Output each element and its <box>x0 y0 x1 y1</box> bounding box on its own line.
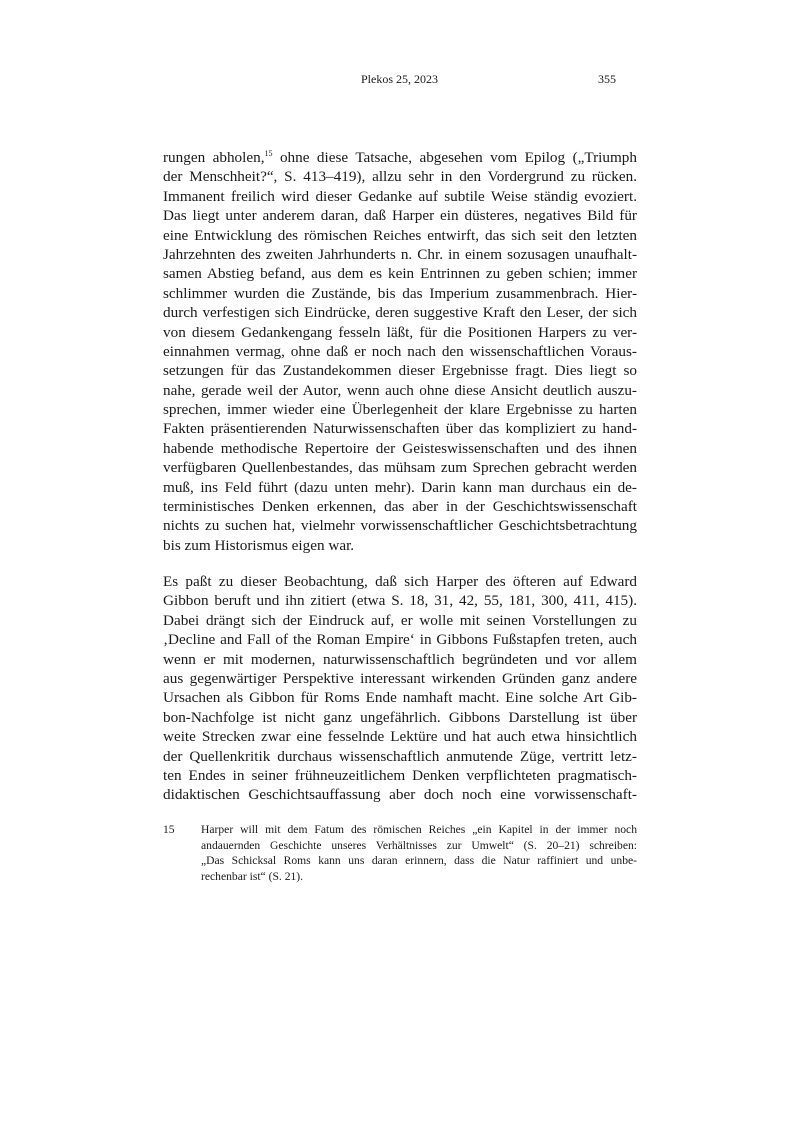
text-line <box>163 611 637 630</box>
line-text: Fakten präsentierenden Naturwissenschaften über das kompliziert zu hand- <box>163 420 637 438</box>
text-line <box>163 669 637 688</box>
text-line <box>163 458 637 477</box>
text-line <box>163 148 637 167</box>
text-line <box>163 342 637 361</box>
line-text: rungen abholen, <box>163 149 265 166</box>
text-line <box>163 206 637 225</box>
line-text: verfügbaren Quellenbestandes, das mühsam zum Sprechen gebracht werden <box>163 459 637 477</box>
line-text: ‚Decline and Fall of the Roman Empire‘ in Gibbons Fußstapfen treten, auch <box>163 631 637 649</box>
line-text: von diesem Gedankengang fesseln läßt, für die Positionen Harpers zu ver- <box>163 323 637 341</box>
text-line <box>163 187 637 206</box>
line-text: muß, ins Feld führt (dazu unten mehr). Darin kann man durchaus ein de- <box>163 478 637 496</box>
line-text: weite Strecken zwar eine fesselnde Lektüre und hat auch etwa hinsichtlich <box>163 728 637 746</box>
text-line <box>163 536 637 555</box>
line-text: der Quellenkritik durchaus wissenschaftlich anmutende Züge, vertritt letz- <box>163 747 637 765</box>
line-text: Ursachen als Gibbon für Roms Ende namhaft macht. Eine solche Art Gib- <box>163 689 637 707</box>
body-paragraph-1 <box>163 148 637 555</box>
line-text: einnahmen vermag, ohne daß er noch nach den wissenschaftlichen Voraus- <box>163 342 637 360</box>
text-line <box>163 264 637 283</box>
line-text: Immanent freilich wird dieser Gedanke auf subtile Weise ständig evoziert. <box>163 187 637 205</box>
line-text: eine Entwicklung des römischen Reiches entwirft, das sich seit den letzten <box>163 226 637 244</box>
text-line <box>163 630 637 649</box>
text-line <box>163 572 637 591</box>
text-line <box>163 303 637 322</box>
line-text: bis zum Historismus eigen war. <box>163 536 355 554</box>
text-line <box>163 727 637 746</box>
text-line <box>163 478 637 497</box>
footnote-reference[interactable]: 15 <box>264 149 273 158</box>
footnote-line: Harper will mit dem Fatum des römischen Reiches „ein Kapitel in der immer noch <box>201 823 637 836</box>
line-text: setzungen für das Zustandekommen dieser Ergebnisse fragt. Dies liegt so <box>163 362 637 380</box>
text-line <box>163 591 637 610</box>
text-line <box>163 439 637 458</box>
text-line <box>163 284 637 303</box>
text-line <box>163 419 637 438</box>
text-line <box>163 708 637 727</box>
page-number: 355 <box>598 72 616 86</box>
line-text: schlimmer wurden die Zustände, bis das Imperium zusammenbrach. Hier- <box>163 284 637 302</box>
text-line <box>163 766 637 785</box>
line-text: Das liegt unter anderem daran, daß Harper ein düsteres, negatives Bild für <box>163 207 637 225</box>
text-line <box>163 516 637 535</box>
text-line <box>163 245 637 264</box>
line-text: samen Abstieg befand, aus dem es kein Entrinnen zu geben schien; immer <box>163 265 637 283</box>
line-text: ohne diese Tatsache, abgesehen vom Epilog („Triumph <box>272 149 637 166</box>
line-text: Es paßt zu dieser Beobachtung, daß sich Harper des öfteren auf Edward <box>163 573 637 590</box>
line-text: der Menschheit?“, S. 413–419), allzu sehr in den Vordergrund zu rücken. <box>163 168 637 186</box>
text-line <box>163 747 637 766</box>
text-line <box>163 381 637 400</box>
line-text: durch verfestigen sich Eindrücke, deren suggestive Kraft den Leser, der sich <box>163 304 637 322</box>
text-line <box>163 785 637 804</box>
body-paragraph-2 <box>163 572 637 805</box>
line-text: sprechen, immer wieder eine Überlegenheit der klare Ergebnisse zu harten <box>163 401 637 419</box>
footnote-number: 15 <box>163 823 175 836</box>
line-text: habende methodische Repertoire der Geisteswissenschaften und des ihnen <box>163 439 637 457</box>
running-title: Plekos 25, 2023 <box>360 72 438 86</box>
text-line <box>163 323 637 342</box>
footnote-line: „Das Schicksal Roms kann uns daran erinnern, dass die Natur raffiniert und unbe- <box>201 854 637 868</box>
line-text: terministisches Denken erkennen, das aber in der Geschichtswissenschaft <box>163 498 637 516</box>
line-text: nichts zu suchen hat, vielmehr vorwissenschaftlicher Geschichtsbetrachtung <box>163 517 637 535</box>
text-line <box>163 361 637 380</box>
text-line <box>163 400 637 419</box>
footnote-line: andauernden Geschichte unseres Verhältnisses zur Umwelt“ (S. 20–21) schreiben: <box>201 838 637 852</box>
footnote-text <box>201 822 637 884</box>
line-text: ten Endes in seiner frühneuzeitlichem Denken verpflichteten pragmatisch- <box>163 766 637 784</box>
text-line <box>163 167 637 186</box>
text-line <box>163 497 637 516</box>
text-line <box>163 650 637 669</box>
line-text: bon-Nachfolge ist nicht ganz ungefährlich. Gibbons Darstellung ist über <box>163 708 637 726</box>
line-text: wenn er mit modernen, naturwissenschaftlich begründeten und vor allem <box>163 650 637 668</box>
line-text: didaktischen Geschichtsauffassung aber doch noch eine vorwissenschaft- <box>163 786 637 804</box>
line-text: aus gegenwärtiger Perspektive interessant wirkenden Gründen ganz andere <box>163 669 637 687</box>
line-text: Gibbon beruft und ihn zitiert (etwa S. 18, 31, 42, 55, 181, 300, 411, 415). <box>163 592 637 610</box>
line-text: nahe, gerade weil der Autor, wenn auch ohne diese Ansicht deutlich auszu- <box>163 381 637 399</box>
text-line <box>163 226 637 245</box>
line-text: Jahrzehnten des zweiten Jahrhunderts n. Chr. in einem sozusagen unaufhalt- <box>163 245 637 263</box>
footnote-line: rechenbar ist“ (S. 21). <box>201 869 304 883</box>
text-line <box>163 688 637 707</box>
line-text: Dabei drängt sich der Eindruck auf, er wolle mit seinen Vorstellungen zu <box>163 611 637 629</box>
